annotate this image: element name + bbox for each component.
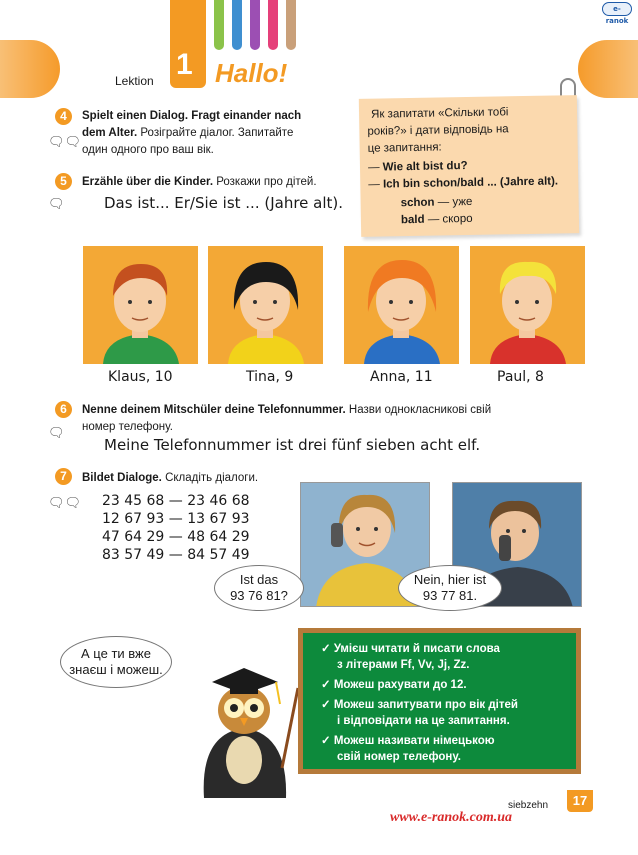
- dialog-icon: 🗨🗨: [48, 135, 82, 150]
- publisher-logo: e-ranok: [602, 2, 632, 16]
- color-tab-tan: [286, 0, 296, 50]
- girl-portrait-icon: [208, 246, 323, 364]
- left-orange-decoration: [0, 40, 60, 98]
- page-number-word: siebzehn: [508, 800, 549, 811]
- child-name-tina: Tina, 9: [246, 369, 294, 385]
- color-tab-pink: [268, 0, 278, 50]
- task-7-number: 7: [55, 468, 72, 485]
- speak-icon: 🗨: [48, 426, 65, 441]
- bubble-boy-line2: 93 77 81.: [422, 588, 478, 603]
- info-note: [359, 95, 579, 237]
- publisher-url[interactable]: www.e-ranok.com.ua: [390, 810, 512, 825]
- dialog-icon: 🗨🗨: [48, 496, 82, 511]
- bubble-girl-line2: 93 76 81?: [230, 588, 288, 603]
- task-5-bold: Erzähle über die Kinder.: [82, 176, 214, 188]
- task-7-instruction: Складіть діалоги.: [161, 472, 259, 484]
- task-4-text: [82, 108, 352, 159]
- board-item-2: ✓ Можеш рахувати до 12.: [321, 679, 467, 691]
- task-5-text: [82, 174, 317, 191]
- color-tab-blue: [232, 0, 242, 50]
- portrait-paul: [470, 246, 585, 364]
- board-item-3-line2: і відповідати на це запитання.: [337, 715, 510, 727]
- speech-bubble-owl: [60, 636, 172, 688]
- phone-pair: 23 45 68 — 23 46 68: [102, 493, 250, 509]
- task-5-instruction: Розкажи про дітей.: [213, 176, 317, 188]
- owl-bubble-line1: А це ти вже: [81, 646, 151, 661]
- task-7-bold: Bildet Dialoge.: [82, 472, 162, 484]
- owl-teacher-illustration: [190, 648, 300, 798]
- note-answer: — Ich bin schon/bald ... (Jahre alt).: [368, 175, 559, 191]
- lektion-label: Lektion: [115, 74, 154, 88]
- task-4-number: 4: [55, 108, 72, 125]
- task-6-line2: номер телефону.: [82, 421, 173, 433]
- girl-portrait-icon: [344, 246, 459, 364]
- board-item-3: ✓ Можеш запитувати про вік дітей: [321, 699, 518, 711]
- task-5-example: Das ist... Er/Sie ist ... (Jahre alt).: [104, 194, 344, 212]
- note-line1: Як запитати «Скільки тобі: [370, 106, 509, 121]
- portrait-anna: [344, 246, 459, 364]
- note-line2: років?» і дати відповідь на: [367, 123, 509, 138]
- task-6-number: 6: [55, 401, 72, 418]
- lesson-number: 1: [176, 48, 193, 81]
- check-icon: ✓: [321, 735, 331, 747]
- phone-pair: 83 57 49 — 84 57 49: [102, 547, 250, 563]
- check-icon: ✓: [321, 679, 331, 691]
- speech-bubble-boy: [398, 565, 502, 611]
- note-word-bald: bald — скоро: [400, 212, 473, 227]
- check-icon: ✓: [321, 699, 331, 711]
- task-6-instruction: Назви однокласникові свій: [345, 404, 492, 416]
- color-tab-green: [214, 0, 224, 50]
- child-name-klaus: Klaus, 10: [108, 369, 173, 385]
- note-word-schon: schon — уже: [400, 195, 473, 210]
- portrait-tina: [208, 246, 323, 364]
- board-item-4-line2: свій номер телефону.: [337, 751, 461, 763]
- task-6-example: Meine Telefonnummer ist drei fünf sieben acht elf.: [104, 436, 481, 454]
- board-item-4: ✓ Можеш називати німецькою: [321, 735, 495, 747]
- child-name-anna: Anna, 11: [370, 369, 433, 385]
- task-6-bold: Nenne deinem Mitschüler deine Telefonnummer.: [82, 404, 346, 416]
- task-6-text: [82, 402, 582, 436]
- phone-number-pairs: [102, 492, 250, 564]
- right-orange-decoration: [578, 40, 638, 98]
- phone-pair: 12 67 93 — 13 67 93: [102, 511, 250, 527]
- task-4-line1: Spielt einen Dialog. Fragt einander nach: [82, 110, 302, 122]
- green-chalkboard: [298, 628, 581, 774]
- boy-portrait-icon: [83, 246, 198, 364]
- note-line3: це запитання:: [367, 141, 442, 155]
- task-4-line2: Розіграйте діалог. Запитайте: [137, 127, 294, 139]
- task-7-text: [82, 470, 258, 487]
- lesson-title: Hallo!: [215, 58, 288, 88]
- owl-bubble-line2: знаєш і можеш.: [69, 662, 163, 677]
- check-icon: ✓: [321, 643, 331, 655]
- task-4-line3: один одного про ваш вік.: [82, 144, 214, 156]
- portrait-klaus: [83, 246, 198, 364]
- speak-icon: 🗨: [48, 197, 65, 212]
- bubble-girl-line1: Ist das: [239, 572, 279, 587]
- note-question: — Wie alt bist du?: [367, 160, 468, 174]
- phone-pair: 47 64 29 — 48 64 29: [102, 529, 250, 545]
- child-name-paul: Paul, 8: [497, 369, 544, 385]
- page-number: 17: [567, 790, 593, 812]
- owl-icon: [190, 648, 300, 798]
- board-item-1-line2: з літерами Ff, Vv, Jj, Zz.: [337, 659, 470, 671]
- boy-portrait-icon: [470, 246, 585, 364]
- bubble-boy-line1: Nein, hier ist: [413, 572, 487, 587]
- board-item-1: ✓ Умієш читати й писати слова: [321, 643, 500, 655]
- color-tab-purple: [250, 0, 260, 50]
- task-5-number: 5: [55, 173, 72, 190]
- speech-bubble-girl: [214, 565, 304, 611]
- task-4-line2-bold: dem Alter.: [82, 127, 138, 139]
